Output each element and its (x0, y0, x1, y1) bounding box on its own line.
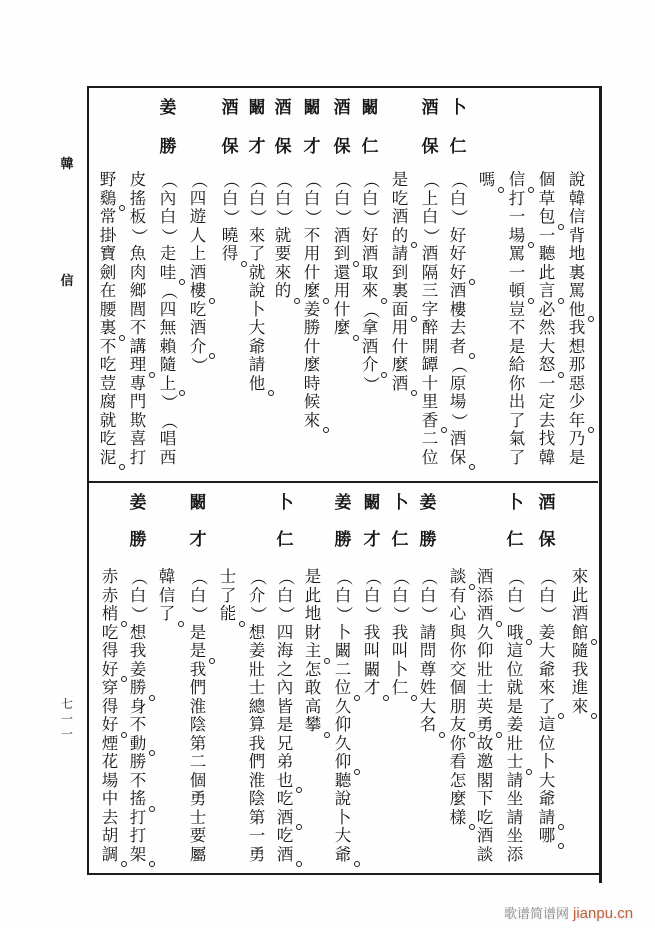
dialogue-text: 說 韓 信 背 地 裏 罵 他 我 想 那 惡 少 年 乃 是 (568, 171, 586, 467)
speaker-name: 卜 仁 (506, 493, 524, 550)
dialogue-column (334, 0, 352, 928)
speaker-name: 酒 保 (221, 98, 239, 157)
dialogue-column (129, 0, 147, 928)
dialogue-text: 信 打 一 場 罵 一 頓 豈 不 是 給 你 出 了 氣 了 (508, 171, 526, 467)
dialogue-text: （ 白 ） 不 用 什 麼 姜 勝 什 麼 時 候 來 (303, 171, 321, 430)
dialogue-text: 嗎 (478, 171, 496, 190)
dialogue-column (391, 0, 409, 928)
running-head-char: 韓 (60, 157, 74, 172)
speaker-name: 闞 才 (363, 493, 381, 550)
dialogue-column (101, 0, 119, 928)
dialogue-text: （ 白 ） 好 酒 取 來 （ 拿 酒 介 ） (361, 171, 379, 393)
dialogue-text: 皮 搖 板 ） 魚 肉 鄉 閭 不 講 理 專 門 欺 喜 打 (129, 171, 147, 467)
dialogue-text: 是 吃 酒 的 請 到 裏 面 用 什 麼 酒 (391, 171, 409, 393)
dialogue-text: 韓 信 了 (158, 568, 176, 624)
dialogue-text: （ 白 ） 是 是 我 們 淮 陰 第 二 個 勇 士 要 屬 (189, 568, 207, 864)
speaker-name: 姜 勝 (129, 493, 147, 550)
dialogue-text: （ 白 ） 來 了 就 說 卜 大 爺 請 他 (248, 171, 266, 393)
stage-direction-text: （ 四 遊 人 上 酒 樓 吃 酒 介 ） (189, 171, 207, 375)
dialogue-column (538, 0, 556, 928)
watermark-domain: jianpu.cn (573, 905, 634, 922)
dialogue-text: （ 白 ） 姜 大 爺 來 了 這 位 卜 大 爺 請 哪 (538, 568, 556, 846)
dialogue-text: 個 草 包 一 聽 此 言 必 然 大 怒 一 定 去 找 韓 (538, 171, 556, 467)
dialogue-text: （ 白 ） 哦 這 位 就 是 姜 壯 士 請 坐 請 坐 添 (506, 568, 524, 864)
speaker-name: 酒 保 (538, 493, 556, 550)
dialogue-column (506, 0, 524, 928)
frame-right-rule (599, 86, 602, 883)
dialogue-text: （ 白 ） 酒 到 還 用 什 麼 (333, 171, 351, 338)
speaker-name: 闞 才 (189, 493, 207, 550)
dialogue-column (476, 0, 494, 928)
dialogue-column (419, 0, 437, 928)
speaker-name: 姜 勝 (419, 493, 437, 550)
dialogue-text: （ 白 ） 請 問 尊 姓 大 名 (419, 568, 437, 735)
dialogue-text: （ 介 ） 想 姜 壯 士 總 算 我 們 淮 陰 第 一 勇 (248, 569, 268, 864)
watermark-site-name: 歌谱简谱网 (504, 907, 570, 922)
speaker-name: 卜 仁 (391, 493, 409, 550)
dialogue-column (189, 0, 207, 928)
page-number: 七 一 一 (60, 697, 73, 741)
running-head-char: 信 (60, 274, 74, 289)
dialogue-column (449, 0, 467, 928)
dialogue-column (219, 0, 237, 928)
dialogue-text: （ 白 ） 卜 闞 二 位 久 仰 久 仰 聽 說 卜 大 爺 (334, 568, 352, 864)
dialogue-text: （ 白 ） 我 叫 闞 才 (363, 568, 381, 698)
dialogue-column (571, 0, 589, 928)
speaker-name: 酒 保 (333, 98, 351, 157)
speaker-name: 闞 才 (248, 98, 266, 157)
watermark (504, 903, 633, 922)
dialogue-text: （ 白 ） 就 要 來 的 (274, 171, 292, 301)
dialogue-text: 赤 赤 梢 吃 得 好 穿 得 好 煙 花 場 中 去 胡 調 (101, 568, 119, 864)
dialogue-column (248, 0, 266, 928)
dialogue-text: 酒 添 酒 久 仰 壯 士 英 勇 故 邀 閣 下 吃 酒 談 (476, 568, 494, 864)
dialogue-text: （ 白 ） 四 海 之 內 皆 是 兄 弟 也 吃 酒 吃 酒 (276, 568, 294, 864)
dialogue-column (304, 0, 322, 928)
dialogue-column (363, 0, 381, 928)
speaker-name: 卜 仁 (276, 493, 294, 550)
dialogue-text: （ 上 白 ） 酒 隔 三 字 醉 開 罈 十 里 香 二 位 (421, 171, 439, 467)
dialogue-column (276, 0, 294, 928)
dialogue-column (158, 0, 176, 928)
dialogue-text: 野 鷄 常 掛 寶 劍 在 腰 裏 不 吃 荳 腐 就 吃 泥 (99, 171, 117, 467)
dialogue-text: 士 了 能 (219, 568, 237, 624)
dialogue-text: 來 此 酒 館 隨 我 進 來 (571, 568, 589, 716)
dialogue-text: （ 白 ） 想 我 姜 勝 身 不 動 勝 不 搖 打 打 架 (129, 568, 147, 864)
dialogue-text: 是 此 地 財 主 怎 敢 高 攀 (304, 568, 322, 735)
dialogue-text: （ 內 白 ） 走 哇 （ 四 無 賴 隨 上 ） （ 唱 西 (159, 171, 177, 467)
dialogue-text: （ 白 ） 我 叫 卜 仁 (391, 568, 409, 698)
speaker-name: 酒 保 (421, 98, 439, 157)
dialogue-text: （ 白 ） 曉 得 (221, 171, 239, 264)
speaker-name: 酒 保 (274, 98, 292, 157)
speaker-name: 姜 勝 (334, 493, 352, 550)
speaker-name: 闞 仁 (361, 98, 379, 157)
dialogue-text: （ 白 ） 好 好 好 酒 樓 去 者 （ 原 場 ） 酒 保 (449, 171, 467, 467)
speaker-name: 卜 仁 (449, 98, 467, 157)
speaker-name: 姜 勝 (159, 98, 177, 157)
dialogue-text: 談 有 心 與 你 交 個 朋 友 你 看 怎 麼 樣 (449, 568, 467, 827)
speaker-name: 闞 才 (303, 98, 321, 157)
